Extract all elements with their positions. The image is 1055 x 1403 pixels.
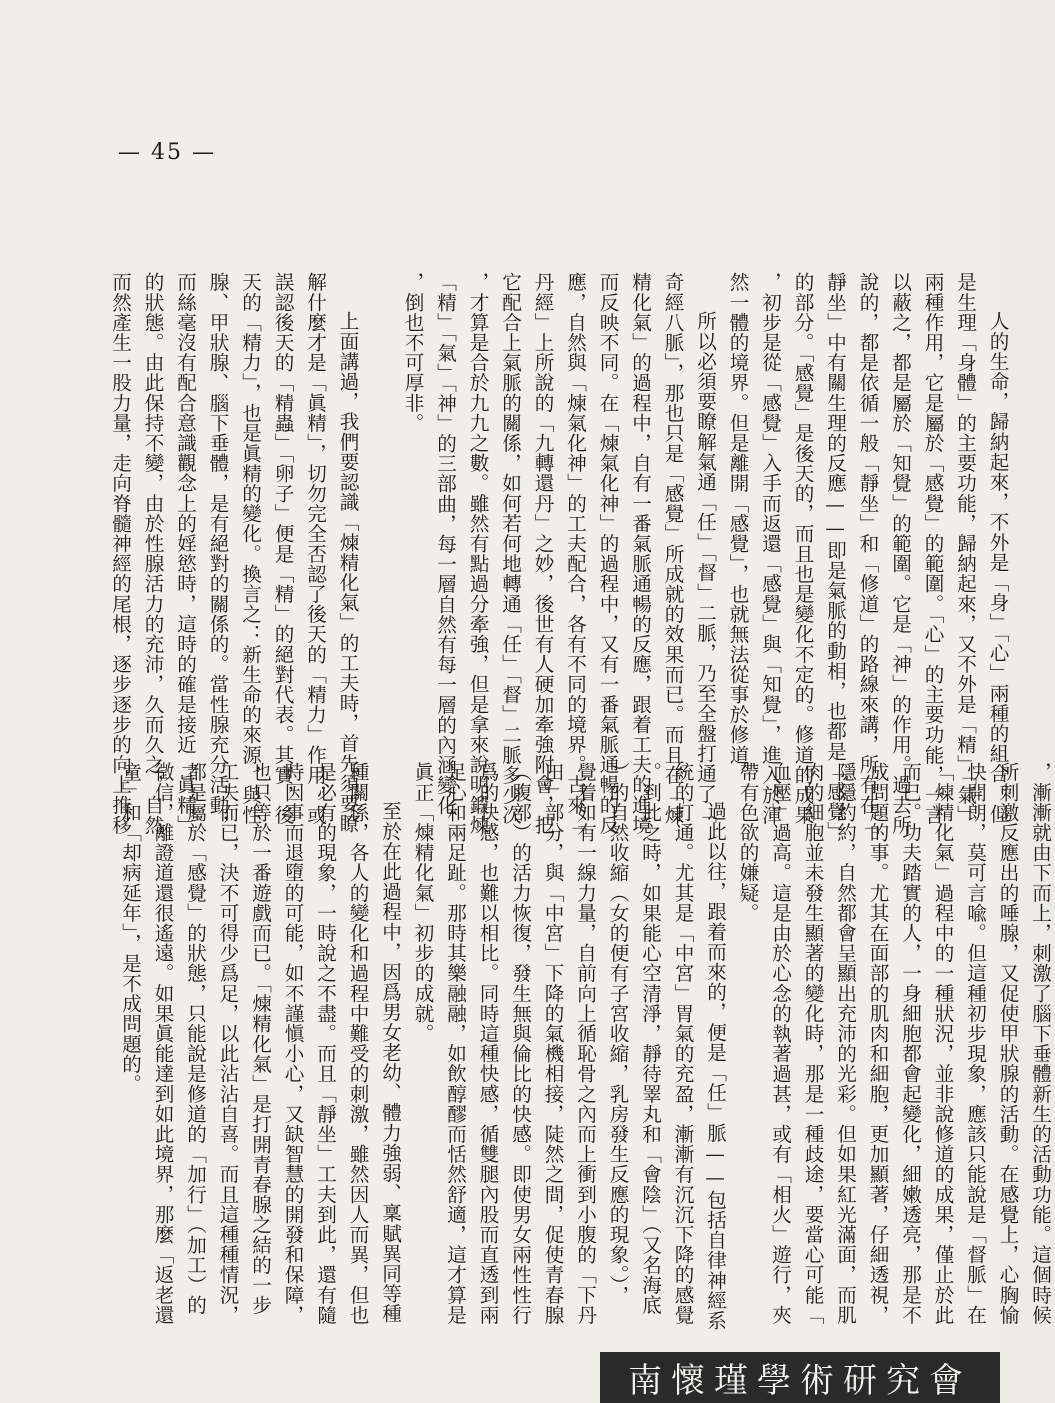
text-column: 丹經」上所說的「九轉還丹」之妙，後世有人硬加牽強附會，把 <box>531 272 554 835</box>
text-column: 天的「精力」，也是眞精的變化。換言之：新生命的來源，與性 <box>238 272 262 825</box>
text-column: 隱隱約約，自然都會呈顯出充沛的光彩。但如果紅光滿面，而肌 <box>833 762 857 1325</box>
text-column: 誤認後天的「精蟲」「卵子」便是「精」的絕對代表。其實，後 <box>271 272 294 825</box>
text-column: 上面講過，我們要認識「煉精化氣」的工夫時，首先須要瞭 <box>336 311 359 834</box>
text-column: 是生理「身體」的主要功能，歸納起來，又不外是「精」「氣」 <box>953 272 977 825</box>
text-column: 精化氣」的過程中，自有一番氣脈通暢的反應，跟着工夫的進境 <box>628 272 652 835</box>
text-column: 然一體的境界。但是離開「感覺」，也就無法從事於修道。 <box>726 272 749 785</box>
text-block-bottom <box>115 762 1055 1331</box>
text-column: 統的打通。尤其是「中宮」胃氣的充盈，漸漸有沉沉下降的感覺 <box>671 762 694 1325</box>
text-column: 田」部分，與「中宮」下降的氣機相接，陡然之間，促使青春腺 <box>541 762 564 1325</box>
text-column: ，初步是從「感覺」入手而返還「感覺」與「知覺」，進入於渾 <box>758 272 782 825</box>
text-column: 過此以往，跟着而來的，便是「任」脈——包括自律神經系 <box>703 801 727 1331</box>
text-column: 而反映不同。在「煉氣化神」的過程中，又有一番氣脈通暢的反 <box>596 272 619 835</box>
text-column: 「精」「氣」「神」的三部曲，每一層自然有每一層的內涵變化 <box>433 272 457 816</box>
page-number: — 45 — <box>118 140 216 165</box>
text-column: 覺着如有一線力量，自前向上循恥骨之內而上衝到小腹的「下丹 <box>573 762 597 1325</box>
text-column: 而絲毫沒有配合意識觀念上的婬慾時，這時的確是接近「眞精」 <box>173 272 197 835</box>
text-column: 說的，都是依循一般「靜坐」和「修道」的路線來講，所有在「 <box>856 272 879 835</box>
text-column: 而已。功夫踏實的人，一身細胞都會起變化，細嫩透亮，那是不 <box>898 762 922 1325</box>
text-column: 成問題的事。尤其在面部的肌肉和細胞，更加顯著，仔細透視， <box>866 762 889 1325</box>
text-column: 而然產生一股力量，走向脊髓神經的尾根，逐步逐步的向上推移 <box>108 272 132 835</box>
text-column: 的部分。「感覺」是後天的，而且也是變化不定的。修道的成果 <box>791 272 814 825</box>
text-column: 都是屬於「感覺」的狀態，只能說是修道的「加行」（加工）的 <box>183 762 207 1315</box>
text-column: 時因事而退墮的可能，如不謹愼小心，又缺智慧的開發和保障， <box>281 762 304 1325</box>
text-column: 的狀態。由此保持不變，由於性腺活力的充沛，久而久之，自然 <box>141 272 164 835</box>
text-column: 「煉精化氣」過程中的一種狀況，並非說修道的成果，僅止於此 <box>931 762 954 1325</box>
text-column: 它配合上氣脈的關係，如何若何地轉通「任」「督」二脈多少次 <box>498 272 522 825</box>
text-column: 奇經八脈」，那也只是「感覺」所成就的效果而已。而且在「煉 <box>661 272 684 825</box>
text-column: （腹部）的活力恢復，發生無與倫比的快感。即使男女兩性性行 <box>508 762 532 1325</box>
text-column: ，倒也不可厚非。 <box>401 272 424 433</box>
text-column: 至於在此過程中，因爲男女老幼、體力強弱、稟賦異同等種 <box>378 801 402 1324</box>
text-column: ，漸漸就由下而上，刺激了腦下垂體新生的活動功能。這個時候 <box>1028 762 1052 1325</box>
text-column: 以蔽之，都是屬於「知覺」的範圍。它是「神」的作用。過去所 <box>888 272 912 835</box>
text-column: ）的自然收縮（女的便有子宮收縮，乳房發生反應的現象。）， <box>606 762 629 1306</box>
text-column: 徵信，離證道還很遙遠。如果眞能達到如此境界，那麼「返老還 <box>151 762 174 1325</box>
text-column: 肉的細胞並未發生顯著的變化時，那是一種歧途，要當心可能「 <box>801 762 824 1325</box>
text-column: 所刺激反應出的唾腺，又促使甲狀腺的活動。在感覺上，心胸愉 <box>996 762 1019 1325</box>
text-column: 。到此之時，如果能心空清淨，靜待睪丸和「會陰」（又名海底 <box>638 762 662 1315</box>
text-column: 兩種作用，它是屬於「感覺」的範圍。「心」的主要功能，一言 <box>921 272 944 825</box>
text-column: 血壓」過高。這是由於心念的執著過甚，或有「相火」遊行，夾 <box>768 762 792 1325</box>
text-column: 所以必須要瞭解氣通「任」「督」二脈，乃至全盤打通了「 <box>693 311 717 824</box>
text-block-top <box>105 272 1012 842</box>
text-column: ，才算是合於九九之數。雖然有點過分牽強，但是拿來說明鍛煉 <box>466 272 489 835</box>
text-column: 帶有色欲的嫌疑。 <box>736 762 759 923</box>
text-column: 種關係，各人的變化和過程中難受的刺激，雖然因人而異，但也 <box>346 762 369 1325</box>
text-column: 爲的快感，也難以相比。同時這種快感，循雙腿內股而直透到兩 <box>476 762 499 1325</box>
text-column: 靜坐」中有關生理的反應——即是氣脈的動相，也都是「感覺」 <box>823 272 847 842</box>
text-column: 解什麼才是「眞精」，切勿完全否認了後天的「精力」作用，或 <box>303 272 327 825</box>
text-column: 快開朗，莫可言喩。但這種初步現象，應該只能說是「督脈」在 <box>963 762 987 1325</box>
text-column: 工夫而已，決不可得少爲足，以此沾沾自喜。而且這種種情況， <box>216 762 239 1325</box>
text-column: 腺、甲狀腺、腦下垂體，是有絕對的關係的。當性腺充分活動， <box>206 272 229 835</box>
text-column: 童」和「却病延年」，是不成問題的。 <box>118 762 142 1094</box>
text-column: 足心和兩足趾。那時其樂融融，如飲醇醪而恬然舒適，這才算是 <box>443 762 467 1325</box>
text-column: 也只等於一番遊戲而已。「煉精化氣」是打開青春腺之結的一步 <box>248 762 272 1315</box>
footer-banner: 南懷瑾學術研究會 <box>600 1352 1000 1403</box>
text-column: 是必有的現象，一時說之不盡。而且「靜坐」工夫到此，還有隨 <box>313 762 337 1325</box>
text-column: 眞正「煉精化氣」初步的成就。 <box>411 762 434 1044</box>
text-column: 人的生命，歸納起來，不外是「身」「心」兩種的組合。但 <box>986 311 1009 824</box>
text-column: 應，自然與「煉氣化神」的工夫配合，各有不同的境界。古來「 <box>563 272 587 835</box>
